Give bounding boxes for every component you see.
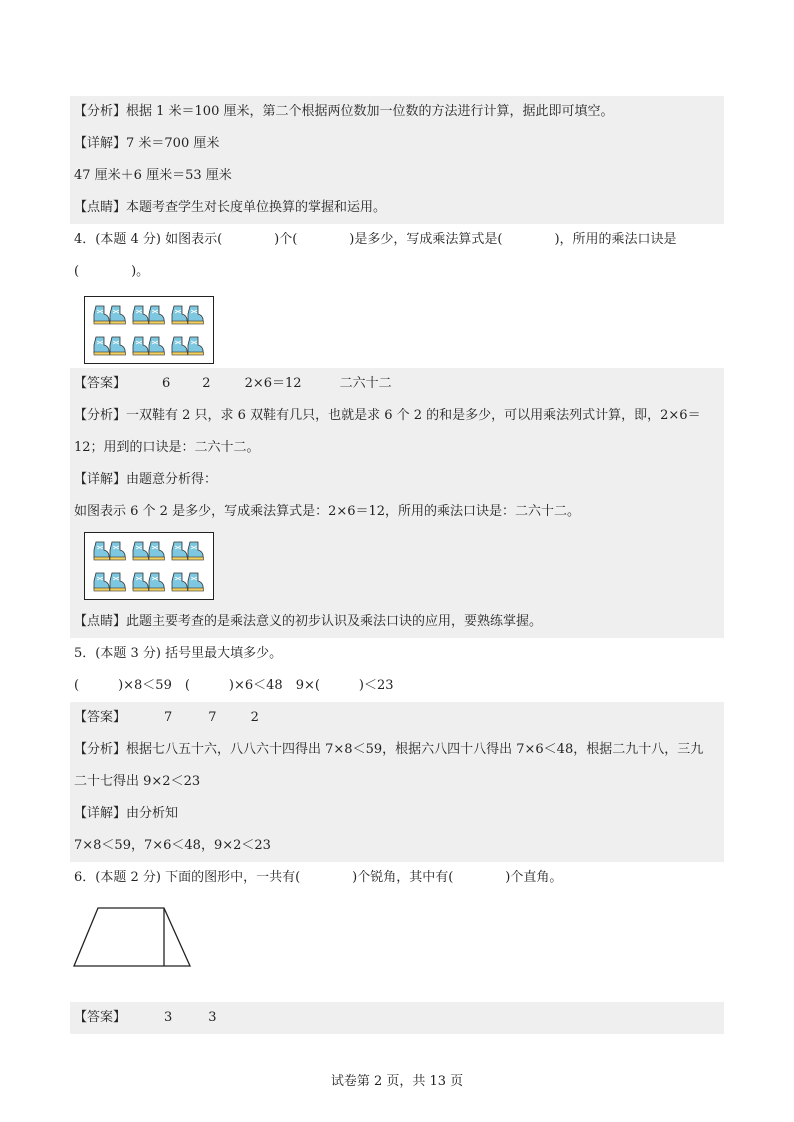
- shoe-pair-icon: [130, 330, 169, 361]
- shoe-grid: [84, 296, 214, 364]
- q3-detail-1: 【详解】7 米＝700 厘米: [70, 128, 724, 160]
- q5-analysis-line1: 【分析】根据七八五十六，八八六十四得出 7×8＜59，根据六八四十八得出 7×6＜48，根据二九十八，三九: [70, 734, 724, 766]
- q4-answer-1: 6: [162, 376, 171, 391]
- shoe-pair-icon: [91, 330, 130, 361]
- q4-figure: [70, 288, 724, 368]
- shoe-pair-icon: [91, 566, 130, 597]
- q4-detail-2: 如图表示 6 个 2 是多少，写成乘法算式是：2×6＝12，所用的乘法口诀是：二六十二。: [70, 496, 724, 528]
- q4-answer-4: 二六十二: [339, 376, 392, 391]
- q4-comment: 【点睛】此题主要考查的是乘法意义的初步认识及乘法口诀的应用，要熟练掌握。: [70, 606, 724, 638]
- q3-analysis: 【分析】根据 1 米＝100 厘米，第二个根据两位数加一位数的方法进行计算，据此即可填空。: [70, 96, 724, 128]
- q6-question: 6．(本题 2 分) 下面的图形中，一共有( )个锐角，其中有( )个直角。: [74, 870, 563, 885]
- q4-question-line1: 4．(本题 4 分) 如图表示( )个( )是多少，写成乘法算式是( )，所用的乘法口诀是: [74, 232, 677, 247]
- exam-page: [70, 96, 724, 1034]
- q5-analysis-line2: 二十七得出 9×2＜23: [70, 766, 724, 798]
- q5-answer-2: 7: [208, 710, 217, 725]
- q4-answer: [70, 368, 724, 400]
- shoe-pair-icon: [168, 330, 207, 361]
- answer-label: 【答案】: [74, 376, 127, 391]
- shoe-pair-icon: [130, 299, 169, 330]
- q6-answer-1: 3: [164, 1010, 173, 1025]
- q5-question: 5．(本题 3 分) 括号里最大填多少。: [74, 646, 283, 661]
- q4-detail-figure: [70, 528, 724, 606]
- shoe-pair-icon: [130, 566, 169, 597]
- q5-detail-1: 【详解】由分析知: [70, 798, 724, 830]
- trapezoid-figure: [72, 904, 202, 974]
- q4-analysis-line1: 【分析】一双鞋有 2 只，求 6 双鞋有几只，也就是求 6 个 2 的和是多少，可以用乘法列式计算，即，2×6＝: [70, 400, 724, 432]
- q5-answer-3: 2: [250, 710, 259, 725]
- answer-label: 【答案】: [74, 1010, 127, 1025]
- shoe-pair-icon: [91, 299, 130, 330]
- shoe-pair-icon: [130, 535, 169, 566]
- q3-detail-2: 47 厘米＋6 厘米＝53 厘米: [70, 160, 724, 192]
- q4-question-line2: ( )。: [74, 264, 150, 279]
- q6-answer: [70, 1002, 724, 1034]
- q4-analysis-line2: 12；用到的口诀是：二六十二。: [70, 432, 724, 464]
- q6-figure: [70, 894, 724, 1002]
- page-footer: 试卷第 2 页，共 13 页: [330, 1074, 464, 1089]
- q6-answer-2: 3: [208, 1010, 217, 1025]
- q3-comment: 【点睛】本题考查学生对长度单位换算的掌握和运用。: [70, 192, 724, 224]
- q4-detail-1: 【详解】由题意分析得：: [70, 464, 724, 496]
- shoe-grid: [84, 532, 214, 600]
- q5-blanks: ( )×8＜59 ( )×6＜48 9×( )＜23: [74, 678, 394, 693]
- answer-label: 【答案】: [74, 710, 127, 725]
- q4-answer-3: 2×6＝12: [244, 376, 302, 391]
- q5-answer-1: 7: [164, 710, 173, 725]
- q5-detail-2: 7×8＜59，7×6＜48，9×2＜23: [70, 830, 724, 862]
- shoe-pair-icon: [168, 566, 207, 597]
- shoe-pair-icon: [168, 535, 207, 566]
- q4-answer-2: 2: [202, 376, 211, 391]
- shoe-pair-icon: [91, 535, 130, 566]
- shoe-pair-icon: [168, 299, 207, 330]
- q5-answer: [70, 702, 724, 734]
